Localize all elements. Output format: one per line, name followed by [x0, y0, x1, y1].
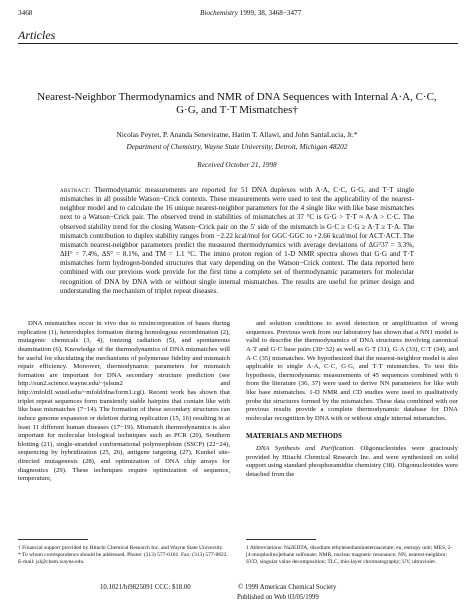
journal-citation [200, 9, 301, 17]
methods-paragraph [246, 445, 458, 480]
right-column [246, 320, 458, 480]
received-date: Received October 21, 1998 [197, 160, 277, 169]
methods-subheading: DNA Synthesis and Purification. [256, 445, 355, 453]
footnote-abbreviations: 1 Abbreviations: Na2EDTA, disodium ethylenediaminetetraacetate; eu, entropy unit; MES, 2-[4-morpholino]ethane sulfonate; NMR, nuclear magnetic resonance; NN, nearest-neighbor; SVD, singular value decomposition; TLC, thin-layer chromatography; UV, ultraviolet. [246, 545, 453, 566]
footnotes-left [18, 545, 230, 567]
intro-paragraph: DNA mismatches occur in vivo due to misincorporation of bases during replication (1), heteroduplex formation during homologous recombination (2), mutagenic chemicals (3, 4), ionizing radiation (5), and spontaneous deamination (6). Knowledge of the thermodynamics of DNA mismatches will be useful for elucidating the mechanisms of polymerase fidelity and mismatch repair efficiency. Moreover, thermodynamic parameters for mismatch formation are important for DNA secondary structure prediction (see http://sun2.science.wayne.edu/~jslsun2 and http://mfold1.wustl.edu/~mfold/dna/form1.cgi). Recent work has shown that triplet repeat sequences form transiently stable hairpins that contain like with like base mismatches (7−14). The formation of these secondary structures can induce genome expansion or deletion during replication (15, 16) resulting in at least 11 different human diseases (17−19). Mismatch thermodynamics is also important for molecular biological techniques such as PCR (20), Southern blotting (21), single-stranded conformational polymorphism (SSCP) (22−24), sequencing by hybridization (25, 26), antigene targeting (27), Kunkel site-directed mutagenesis (28), and optimization of DNA chip arrays for diagnostics (29). These techniques require optimization of sequence, temperature, [18, 320, 230, 483]
abstract-label: abstract: [60, 186, 91, 194]
affiliation: Department of Chemistry, Wayne State University, Detroit, Michigan 48202 [126, 142, 348, 151]
methods-text: Oligonucleotides were graciously provided by Hitachi Chemical Research Inc. and were synthesized on solid support using standard phosphoramidite chemistry (38). Oligonucleotides were detached from the [246, 445, 458, 478]
intro-continuation: and solution conditions to avoid detection or amplification of wrong sequences. Previous work from our laboratory has shown that a NN1 model is valid to describe the thermodynamics of DNA structures involving canonical A·T and G·C base pairs (30−32) as well as G·T (31), G·A (33), C·T (34), and A·C (35) mismatches. We hypothesized that the nearest-neighbor model is also applicable to single A·A, C·C, G·G, and T·T mismatches. To test this hypothesis, thermodynamic measurements of 45 sequences combined with 6 from the literature (36, 37) were used to derive NN parameters for like with like base mismatches. 1-D NMR and CD studies were used to qualitatively probe the structures formed by the mismatches. These data combined with our previous results provide a complete thermodynamic database for DNA molecular recognition by DNA with or without single internal mismatches. [246, 320, 458, 422]
article-title: Nearest-Neighbor Thermodynamics and NMR of DNA Sequences with Internal A·A, C·C, G·G, and T·T Mismatches† [37, 91, 437, 116]
doi-price: 10.1021/bi9825091 CCC: $18.00 [100, 584, 191, 591]
page-number: 3468 [18, 9, 33, 17]
left-column [18, 320, 230, 484]
footnote-correspondence: * To whom correspondence should be addressed. Phone: (313) 577-0101. Fax: (313) 577-8822. E-mail: jsl@chem.wayne.edu. [18, 552, 228, 566]
copyright: © 1999 American Chemical Society [238, 584, 337, 591]
methods-heading: MATERIALS AND METHODS [246, 431, 342, 440]
abstract-text: Thermodynamic measurements are reported for 51 DNA duplexes with A·A, C·C, G·G, and T·T single mismatches in all possible Watson−Crick contexts. These measurements were used to test the applicability of the nearest-neighbor model and to calculate the 16 unique nearest-neighbor parameters for the 4 single like with like base mismatches next to a Watson−Crick pair. The observed trend in stabilities of mismatches at 37 °C is G·G > T·T ≈ A·A > C·C. The observed stability trend for the closing Watson−Crick pair on the 5′ side of the mismatch is G·C ≥ C·G ≥ A·T ≥ T·A. The mismatch contribution to duplex stability ranges from −2.22 kcal/mol for GGC·GGC to +2.66 kcal/mol for ACT·ACT. The mismatch nearest-neighbor parameters predict the measured thermodynamics with average deviations of ΔG°37 = 3.3%, ΔH° = 7.4%, ΔS° = 8.1%, and TM = 1.1 °C. The imino proton region of 1-D NMR spectra shows that G·G and T·T mismatches form hydrogen-bonded structures that vary depending on the Watson−Crick context. The data reported here combined with our previous work provide for the first time a complete set of thermodynamic parameters for molecular recognition of DNA by DNA with or without single internal mismatches. The results are useful for primer design and understanding the mechanism of triplet repeat diseases. [60, 186, 414, 295]
footnote-rule-right [246, 539, 316, 540]
authors: Nicolas Peyret, P. Ananda Seneviratne, Hatim T. Allawi, and John SantaLucia, Jr.* [116, 130, 358, 139]
footnote-funding: † Financial support provided by Hitachi Chemical Research Inc. and Wayne State University. [18, 545, 224, 551]
footnote-rule-left [18, 539, 88, 540]
abstract [60, 186, 414, 296]
header-rule [18, 43, 458, 44]
journal-volume-pages: 1999, 38, 3468−3477 [239, 9, 302, 17]
journal-name: Biochemistry [200, 9, 238, 17]
published-date: Published on Web 03/05/1999 [237, 594, 319, 601]
section-label: Articles [18, 28, 56, 42]
